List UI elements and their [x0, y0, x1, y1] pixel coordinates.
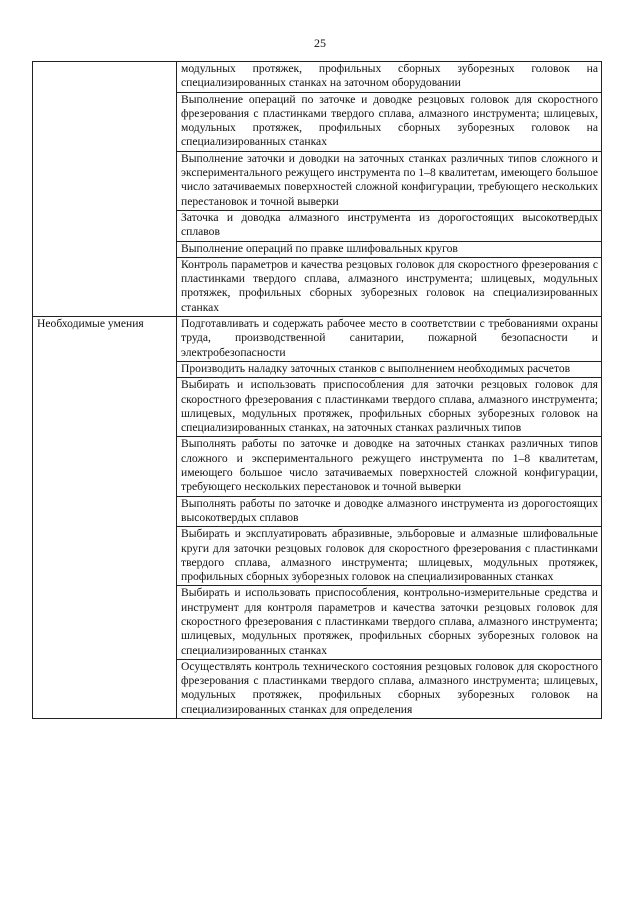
- table-cell: Выполнение заточки и доводки на заточных станках различных типов сложного и экспериментального режущего инструмента по 1–8 квалитетам, имеющего большое число затачиваемых поверхностей сложной конфигурации, требующего нескольких перестановок и точной выверки: [177, 151, 602, 210]
- table-cell: Выбирать и использовать приспособления для заточки резцовых головок для скоростного фрезерования с пластинками твердого сплава, алмазного инструмента; шлицевых, модульных протяжек, профильных сборных зуборезных головок на специализированных станках, на заточных станках различных типов: [177, 378, 602, 437]
- skills-label: Необходимые умения: [33, 317, 177, 719]
- table-row: [33, 62, 602, 93]
- requirements-table: [32, 61, 602, 719]
- table-cell: модульных протяжек, профильных сборных зуборезных головок на специализированных станках на заточном оборудовании: [177, 62, 602, 93]
- table-cell: Производить наладку заточных станков с выполнением необходимых расчетов: [177, 361, 602, 377]
- table-cell: Выполнять работы по заточке и доводке на заточных станках различных типов сложного и экспериментального режущего инструмента по 1–8 квалитетам, имеющего большое число затачиваемых поверхностей сложной конфигурации, требующего нескольких перестановок и точной выверки: [177, 437, 602, 496]
- table-cell: Выполнение операций по заточке и доводке резцовых головок для скоростного фрезерования с пластинками твердого сплава, алмазного инструмента; шлицевых, модульных протяжек, профильных сборных зуборезных головок на специализированных станках: [177, 92, 602, 151]
- table-cell: Выбирать и использовать приспособления, контрольно-измерительные средства и инструмент для контроля параметров и качества заточки резцовых головок для скоростного фрезерования с пластинками твердого сплава, алмазного инструмента; шлицевых, модульных протяжек, профильных сборных зуборезных головок на специализированных станках: [177, 586, 602, 659]
- table-cell: Выполнение операций по правке шлифовальных кругов: [177, 241, 602, 257]
- label-cell-empty: [33, 62, 177, 317]
- table-cell: Выполнять работы по заточке и доводке алмазного инструмента из дорогостоящих высокотвердых сплавов: [177, 496, 602, 527]
- table-row: [33, 317, 602, 362]
- table-cell: Подготавливать и содержать рабочее место в соответствии с требованиями охраны труда, производственной санитарии, пожарной безопасности и электробезопасности: [177, 317, 602, 362]
- table-cell: Выбирать и эксплуатировать абразивные, эльборовые и алмазные шлифовальные круги для заточки резцовых головок для скоростного фрезерования с пластинками твердого сплава, алмазного инструмента; шлицевых, модульных протяжек, профильных сборных зуборезных головок на специализированных станках: [177, 527, 602, 586]
- table-cell: Контроль параметров и качества резцовых головок для скоростного фрезерования с пластинками твердого сплава, алмазного инструмента; шлицевых, модульных протяжек, профильных сборных зуборезных головок на специализированных станках: [177, 257, 602, 316]
- table-cell: Осуществлять контроль технического состояния резцовых головок для скоростного фрезерования с пластинками твердого сплава, алмазного инструмента; шлицевых, модульных протяжек, профильных сборных зуборезных головок на специализированных станках для определения: [177, 659, 602, 718]
- table-cell: Заточка и доводка алмазного инструмента из дорогостоящих высокотвердых сплавов: [177, 210, 602, 241]
- page-number: 25: [314, 36, 326, 50]
